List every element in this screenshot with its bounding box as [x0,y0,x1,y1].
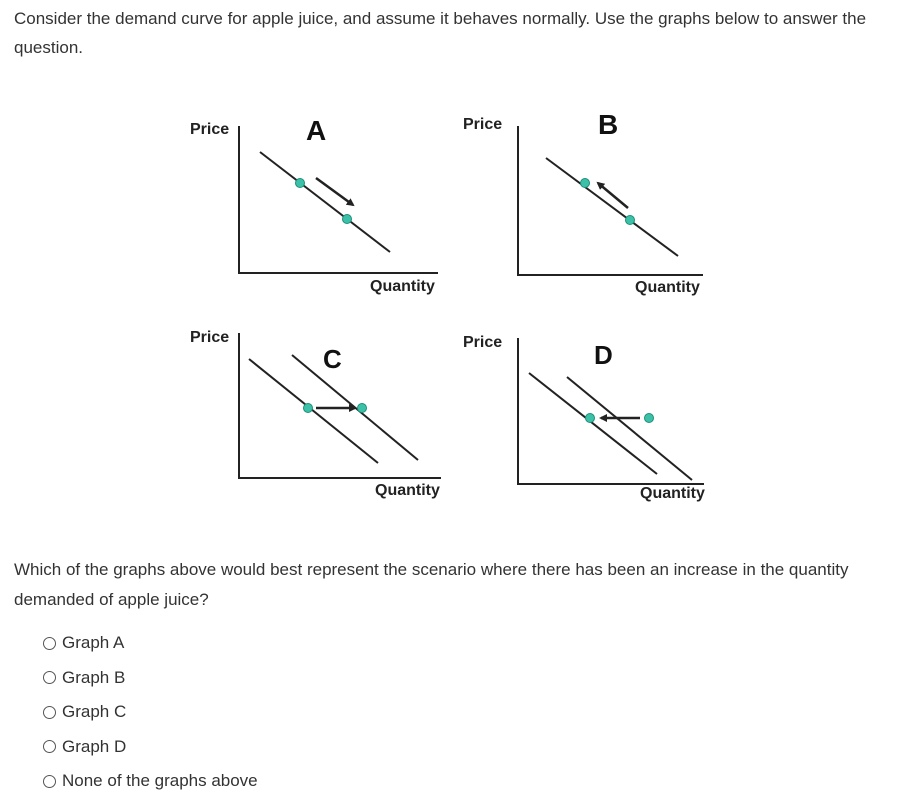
option-graph-b[interactable] [43,661,258,696]
graph-c-letter: C [323,344,342,374]
graph-d-letter: D [594,340,613,370]
graph-b [463,109,703,296]
question-text: Which of the graphs above would best represent the scenario where there has been an increase in the quantity demanded of apple juice? [14,560,849,609]
graph-b-demand-curve [546,158,678,256]
graph-c [190,329,441,499]
answer-options [43,626,258,799]
radio-button[interactable] [43,775,56,788]
option-label: Graph D [62,736,127,756]
graph-a-point-2 [343,215,352,224]
option-label: Graph B [62,667,126,687]
graph-a-point-1 [296,179,305,188]
radio-button[interactable] [43,706,56,719]
graph-b-point-2 [626,216,635,225]
graph-b-movement-arrow [598,183,628,208]
graph-c-x-label: Quantity [375,482,440,499]
graph-a-movement-arrow [316,178,353,205]
graph-a-axes [239,126,438,273]
radio-button[interactable] [43,637,56,650]
graph-a-letter: A [306,115,327,146]
option-graph-d[interactable] [43,730,258,765]
option-graph-c[interactable] [43,695,258,730]
option-label: None of the graphs above [62,771,258,791]
question-prompt: Consider the demand curve for apple juice, and assume it behaves normally. Use the graphs below to answer the question. [14,9,867,57]
graph-d-point-1 [586,414,595,423]
graph-a-demand-curve [260,152,390,252]
radio-button[interactable] [43,740,56,753]
graph-b-x-label: Quantity [635,279,700,296]
option-label: Graph A [62,633,125,653]
graph-d [463,334,705,502]
graph-b-y-label: Price [463,116,503,133]
option-none[interactable] [43,764,258,799]
graph-c-point-1 [304,404,313,413]
graph-b-letter: B [598,109,619,140]
graph-b-axes [518,126,703,275]
graph-a [190,115,438,295]
radio-button[interactable] [43,671,56,684]
graph-c-point-2 [358,404,367,413]
graph-c-y-label: Price [190,329,230,346]
option-label: Graph C [62,702,127,722]
graph-a-x-label: Quantity [370,278,435,295]
graph-d-y-label: Price [463,334,503,351]
graph-d-demand-curve-shifted [529,373,657,474]
graph-d-x-label: Quantity [640,485,705,502]
graph-b-point-1 [581,179,590,188]
option-graph-a[interactable] [43,626,258,661]
graph-d-point-2 [645,414,654,423]
graph-d-demand-curve-original [567,377,692,480]
graph-a-y-label: Price [190,121,230,138]
